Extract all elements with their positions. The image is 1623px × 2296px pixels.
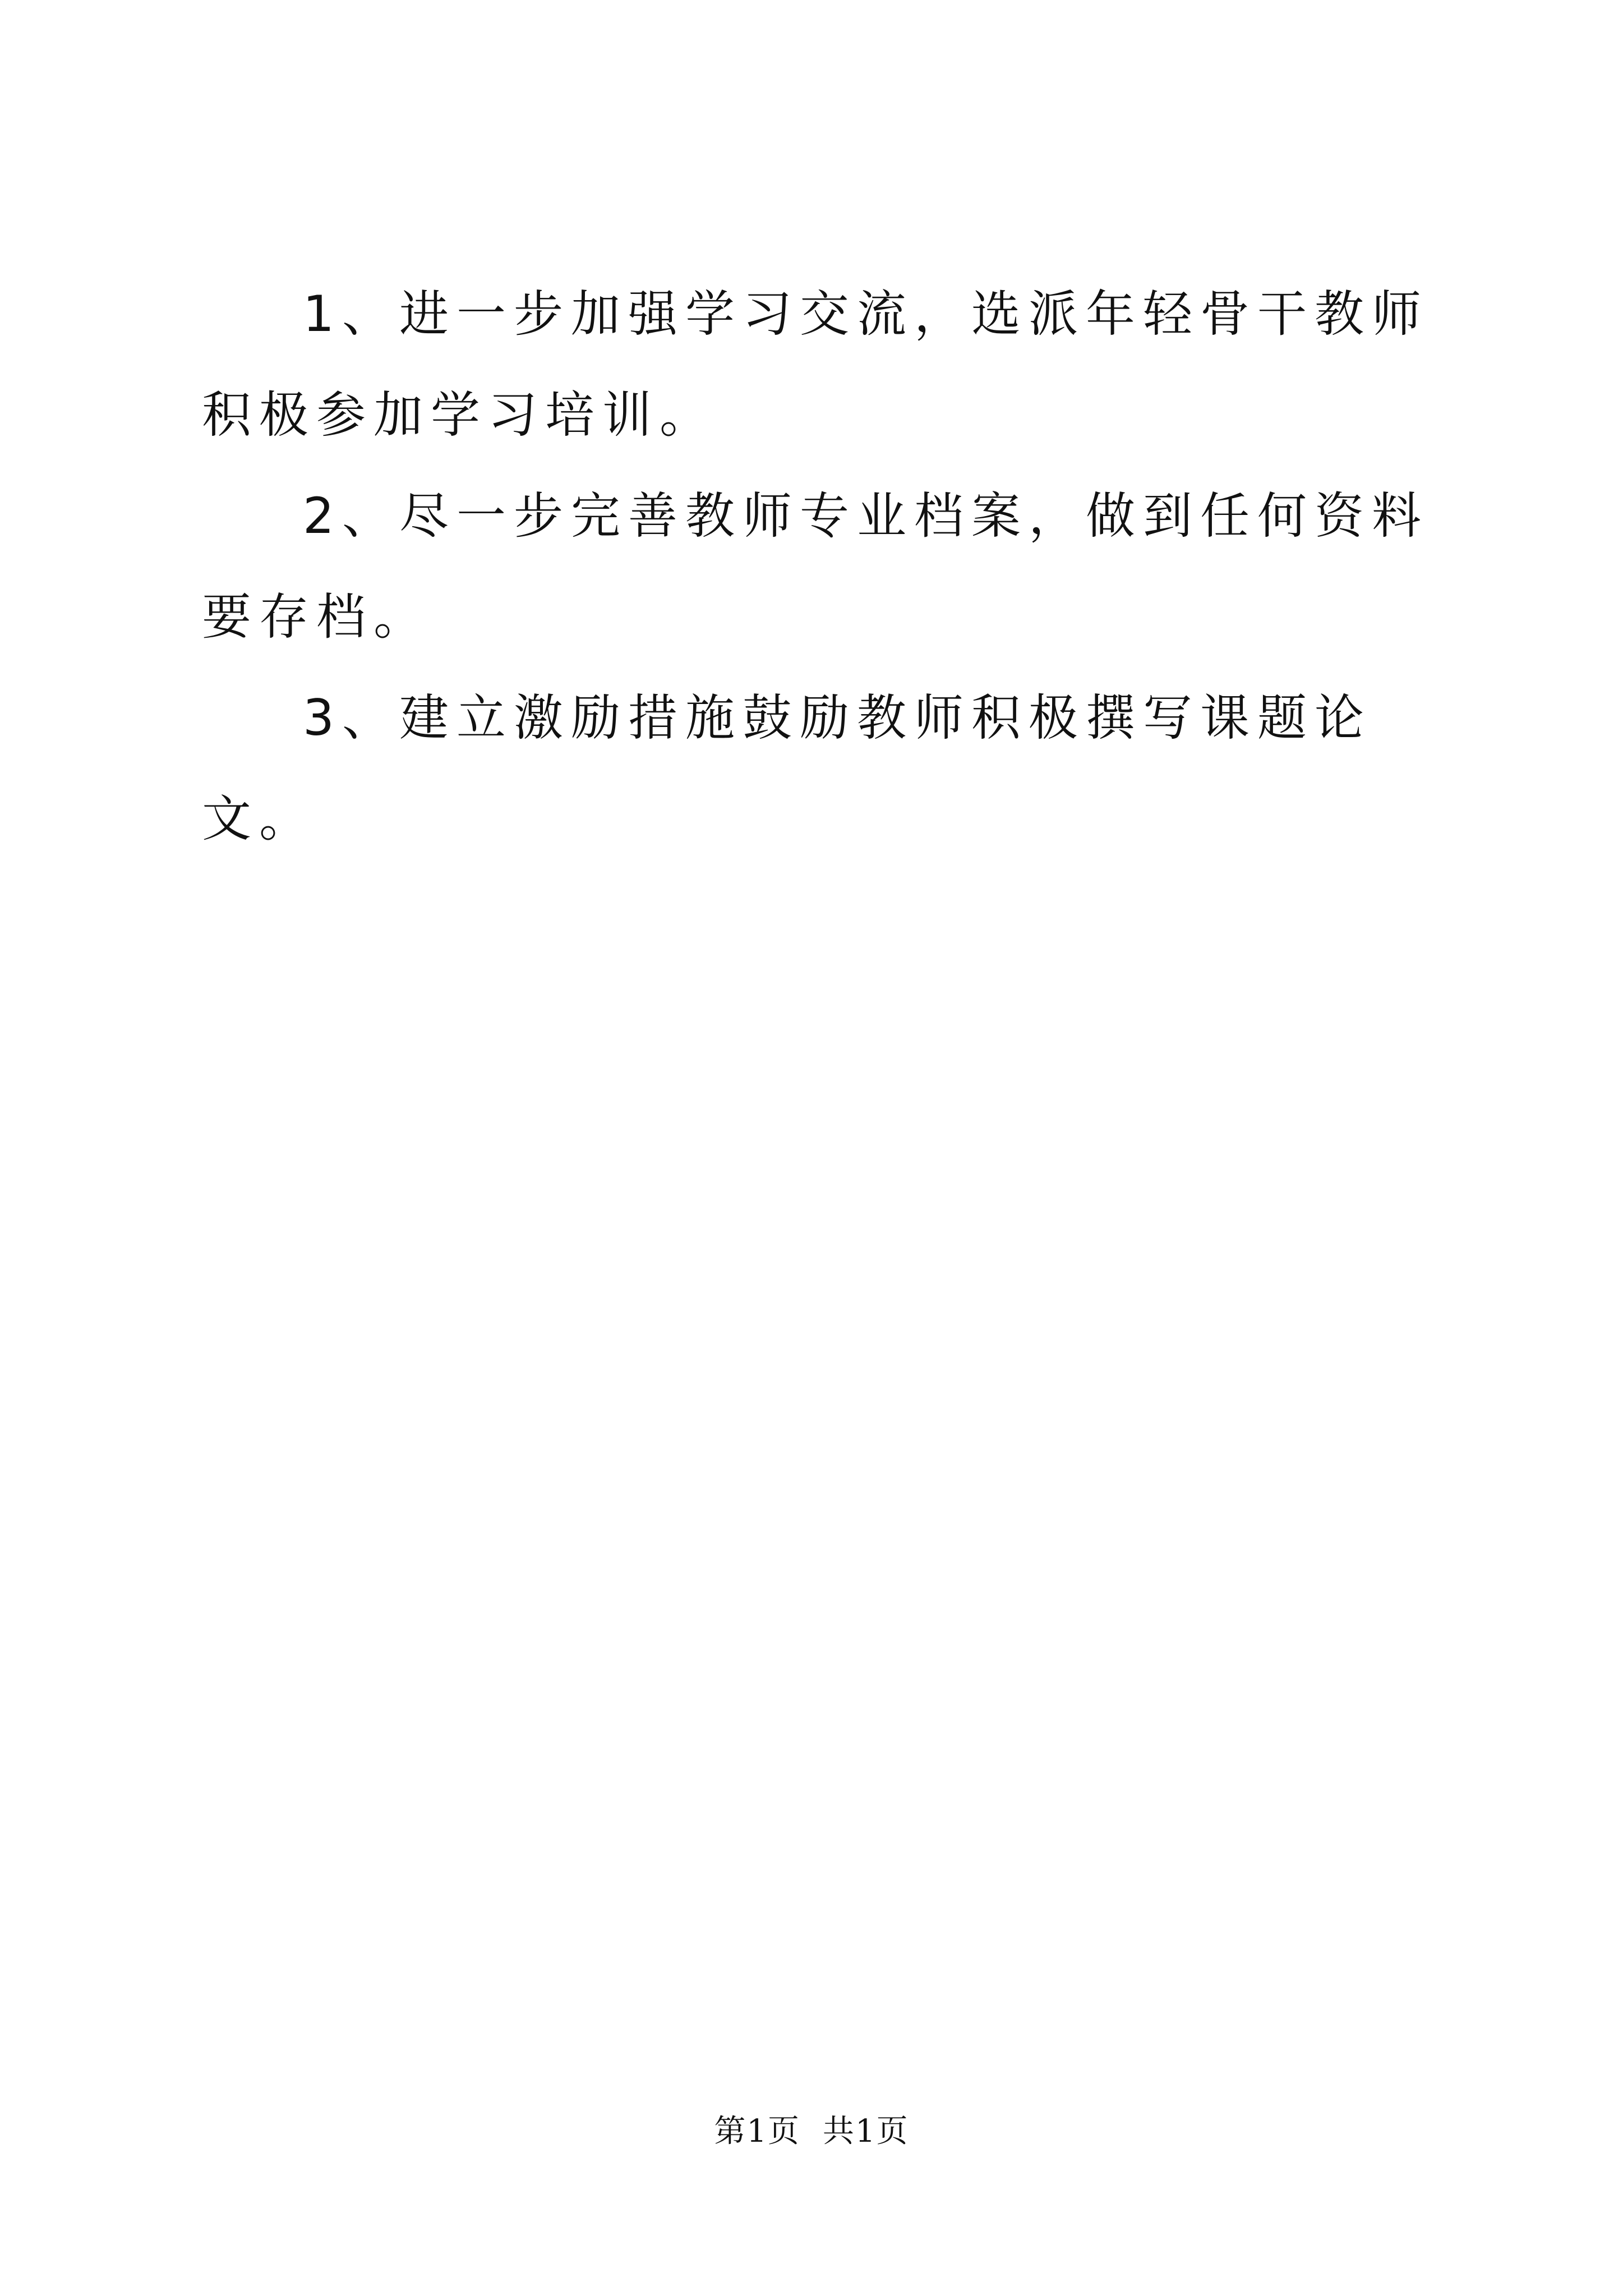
paragraph-1: 1、进一步加强学习交流，选派年轻骨干教师积极参加学习培训。 bbox=[202, 285, 1429, 444]
page-number-current: 第1页 bbox=[714, 2113, 800, 2150]
page-number-total: 共1页 bbox=[823, 2113, 909, 2150]
paragraph-2: 2、尽一步完善教师专业档案，做到任何资料要存档。 bbox=[202, 487, 1429, 646]
paragraph-3: 3、建立激励措施鼓励教师积极撰写课题论文。 bbox=[202, 689, 1372, 848]
document-body bbox=[202, 264, 1458, 869]
page-footer bbox=[0, 2109, 1623, 2154]
